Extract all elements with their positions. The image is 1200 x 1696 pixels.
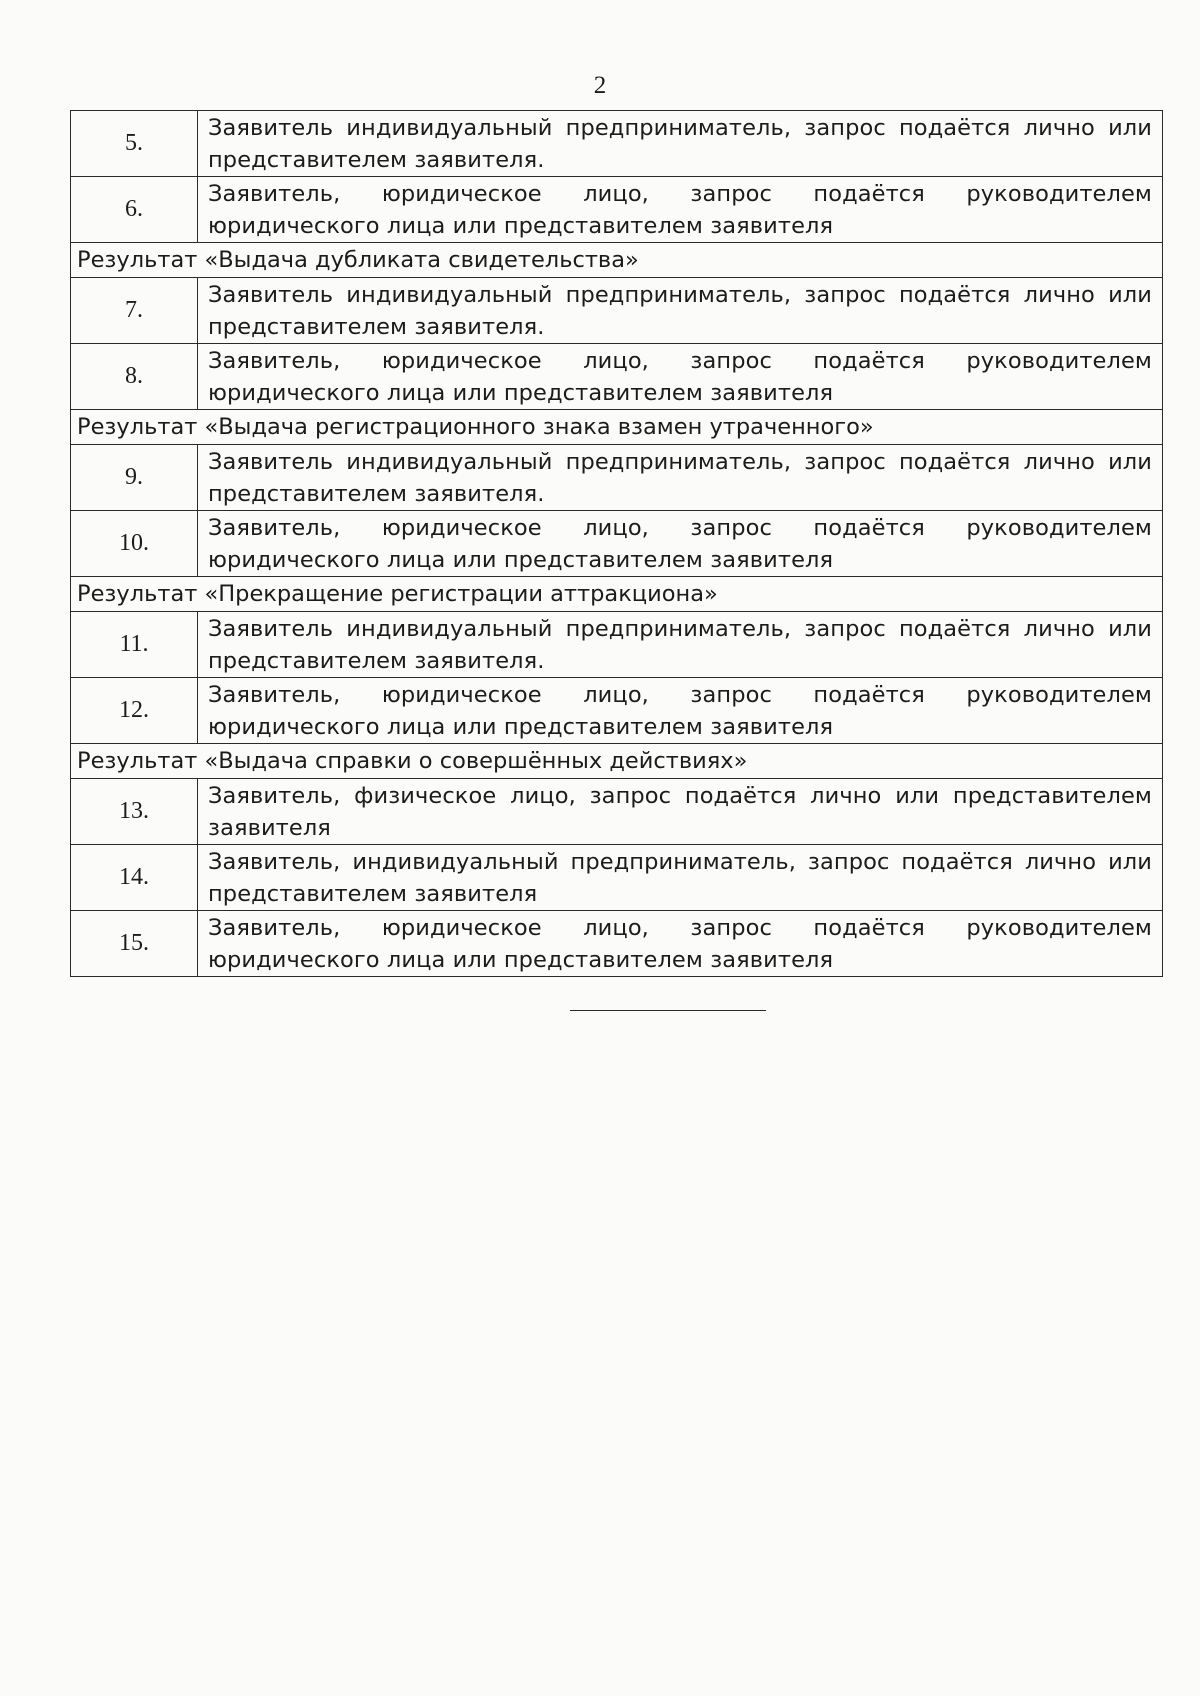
result-header-row	[71, 243, 1163, 278]
table-row	[71, 511, 1163, 577]
row-text: Заявитель индивидуальный предприниматель, запрос подаётся лично или представителем заявителя.	[198, 111, 1163, 177]
row-number: 14.	[71, 845, 198, 911]
table-row	[71, 612, 1163, 678]
table-row	[71, 111, 1163, 177]
row-text: Заявитель, юридическое лицо, запрос подаётся руководителем юридического лица или представителем заявителя	[198, 344, 1163, 410]
row-text: Заявитель, юридическое лицо, запрос подаётся руководителем юридического лица или представителем заявителя	[198, 177, 1163, 243]
row-number: 10.	[71, 511, 198, 577]
closing-divider-line	[570, 1010, 766, 1011]
result-header-row	[71, 577, 1163, 612]
row-number: 11.	[71, 612, 198, 678]
table-row	[71, 177, 1163, 243]
result-heading: Результат «Выдача справки о совершённых действиях»	[71, 744, 1163, 779]
row-text: Заявитель индивидуальный предприниматель, запрос подаётся лично или представителем заявителя.	[198, 612, 1163, 678]
row-text: Заявитель индивидуальный предприниматель, запрос подаётся лично или представителем заявителя.	[198, 278, 1163, 344]
row-number: 6.	[71, 177, 198, 243]
result-header-row	[71, 410, 1163, 445]
result-header-row	[71, 744, 1163, 779]
table-row	[71, 911, 1163, 977]
row-text: Заявитель, физическое лицо, запрос подаётся лично или представителем заявителя	[198, 779, 1163, 845]
row-text: Заявитель, юридическое лицо, запрос подаётся руководителем юридического лица или представителем заявителя	[198, 911, 1163, 977]
row-number: 13.	[71, 779, 198, 845]
table-row	[71, 678, 1163, 744]
applicant-variants-table	[70, 110, 1163, 977]
result-heading: Результат «Прекращение регистрации аттракциона»	[71, 577, 1163, 612]
row-text: Заявитель индивидуальный предприниматель, запрос подаётся лично или представителем заявителя.	[198, 445, 1163, 511]
table-row	[71, 445, 1163, 511]
row-number: 9.	[71, 445, 198, 511]
table-row	[71, 779, 1163, 845]
row-number: 12.	[71, 678, 198, 744]
page-number: 2	[593, 72, 607, 99]
table-row	[71, 344, 1163, 410]
table-row	[71, 845, 1163, 911]
result-heading: Результат «Выдача регистрационного знака взамен утраченного»	[71, 410, 1163, 445]
row-number: 15.	[71, 911, 198, 977]
result-heading: Результат «Выдача дубликата свидетельства»	[71, 243, 1163, 278]
row-text: Заявитель, индивидуальный предприниматель, запрос подаётся лично или представителем заявителя	[198, 845, 1163, 911]
row-number: 7.	[71, 278, 198, 344]
row-text: Заявитель, юридическое лицо, запрос подаётся руководителем юридического лица или представителем заявителя	[198, 511, 1163, 577]
row-text: Заявитель, юридическое лицо, запрос подаётся руководителем юридического лица или представителем заявителя	[198, 678, 1163, 744]
row-number: 5.	[71, 111, 198, 177]
table-row	[71, 278, 1163, 344]
row-number: 8.	[71, 344, 198, 410]
